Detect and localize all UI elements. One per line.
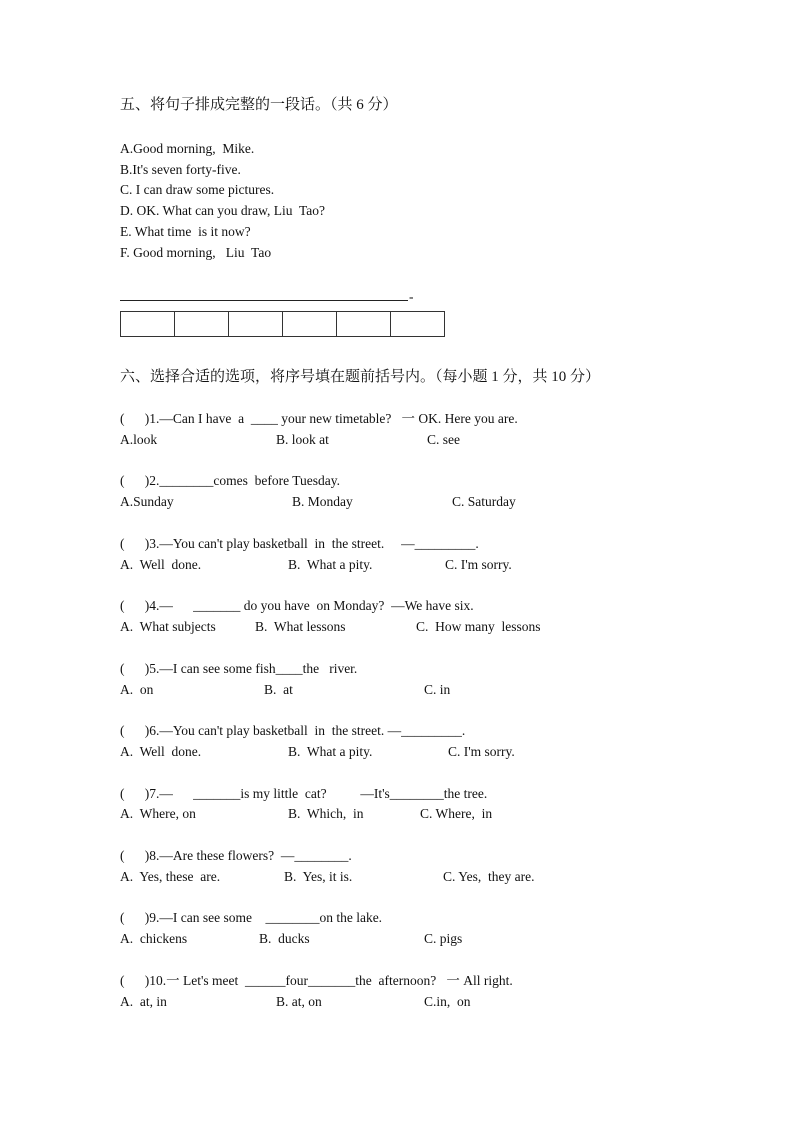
- question-4-option-c: C. How many lessons: [416, 619, 541, 634]
- sentence-f: F. Good morning, Liu Tao: [120, 245, 272, 260]
- question-1-stem: ( )1.—Can I have a ____ your new timetable? 一 OK. Here you are.: [120, 411, 518, 426]
- question-9-option-c: C. pigs: [424, 931, 463, 946]
- question-4-option-b: B. What lessons: [255, 619, 346, 634]
- question-4-stem: ( )4.— _______ do you have on Monday? —We have six.: [120, 598, 474, 613]
- question-7-option-b: B. Which, in: [288, 806, 364, 821]
- question-10-option-a: A. at, in: [120, 994, 167, 1009]
- question-8-option-b: B. Yes, it is.: [284, 869, 353, 884]
- answer-line-tail: -: [409, 289, 414, 304]
- question-7-stem: ( )7.— _______is my little cat? —It's________the tree.: [120, 786, 488, 801]
- question-3-option-c: C. I'm sorry.: [445, 557, 512, 572]
- question-2-option-a: A.Sunday: [120, 494, 174, 509]
- question-1-option-b: B. look at: [276, 432, 329, 447]
- question-5-option-a: A. on: [120, 682, 154, 697]
- question-5-stem: ( )5.—I can see some fish____the river.: [120, 661, 358, 676]
- question-9-option-a: A. chickens: [120, 931, 188, 946]
- question-5-option-b: B. at: [264, 682, 293, 697]
- question-8-option-c: C. Yes, they are.: [443, 869, 535, 884]
- question-6-option-c: C. I'm sorry.: [448, 744, 515, 759]
- answer-cell-4[interactable]: [283, 312, 337, 337]
- answer-cell-6[interactable]: [391, 312, 445, 337]
- sentence-b: B.It's seven forty-five.: [120, 162, 241, 177]
- section-6-heading: 六、选择合适的选项，将序号填在题前括号内。（每小题 1 分，共 10 分）: [120, 369, 601, 385]
- answer-cell-5[interactable]: [337, 312, 391, 337]
- question-1-option-a: A.look: [120, 432, 158, 447]
- question-6-stem: ( )6.—You can't play basketball in the street. —_________.: [120, 723, 466, 738]
- question-4-option-a: A. What subjects: [120, 619, 216, 634]
- question-10-option-c: C.in, on: [424, 994, 471, 1009]
- answer-cell-1[interactable]: [121, 312, 175, 337]
- question-6-option-b: B. What a pity.: [288, 744, 373, 759]
- question-2-option-b: B. Monday: [292, 494, 353, 509]
- sentence-e: E. What time is it now?: [120, 224, 251, 239]
- question-6-option-a: A. Well done.: [120, 744, 202, 759]
- sentence-a: A.Good morning, Mike.: [120, 141, 255, 156]
- sentence-c: C. I can draw some pictures.: [120, 182, 275, 197]
- answer-cell-2[interactable]: [175, 312, 229, 337]
- question-10-stem: ( )10.一 Let's meet ______four_______the afternoon? 一 All right.: [120, 973, 513, 988]
- question-3-option-a: A. Well done.: [120, 557, 202, 572]
- sentence-d: D. OK. What can you draw, Liu Tao?: [120, 203, 325, 218]
- question-1-option-c: C. see: [427, 432, 460, 447]
- section-5-heading: 五、将句子排成完整的一段话。（共 6 分）: [120, 97, 398, 113]
- question-3-option-b: B. What a pity.: [288, 557, 373, 572]
- question-2-option-c: C. Saturday: [452, 494, 516, 509]
- answer-cell-3[interactable]: [229, 312, 283, 337]
- question-5-option-c: C. in: [424, 682, 451, 697]
- question-7-option-a: A. Where, on: [120, 806, 196, 821]
- question-9-stem: ( )9.—I can see some ________on the lake.: [120, 910, 383, 925]
- question-2-stem: ( )2.________comes before Tuesday.: [120, 473, 340, 488]
- answer-line[interactable]: [120, 300, 408, 301]
- order-answer-grid: [120, 311, 445, 337]
- question-3-stem: ( )3.—You can't play basketball in the street. —_________.: [120, 536, 479, 551]
- question-8-option-a: A. Yes, these are.: [120, 869, 221, 884]
- question-10-option-b: B. at, on: [276, 994, 322, 1009]
- question-8-stem: ( )8.—Are these flowers? —________.: [120, 848, 352, 863]
- question-9-option-b: B. ducks: [259, 931, 310, 946]
- question-7-option-c: C. Where, in: [420, 806, 493, 821]
